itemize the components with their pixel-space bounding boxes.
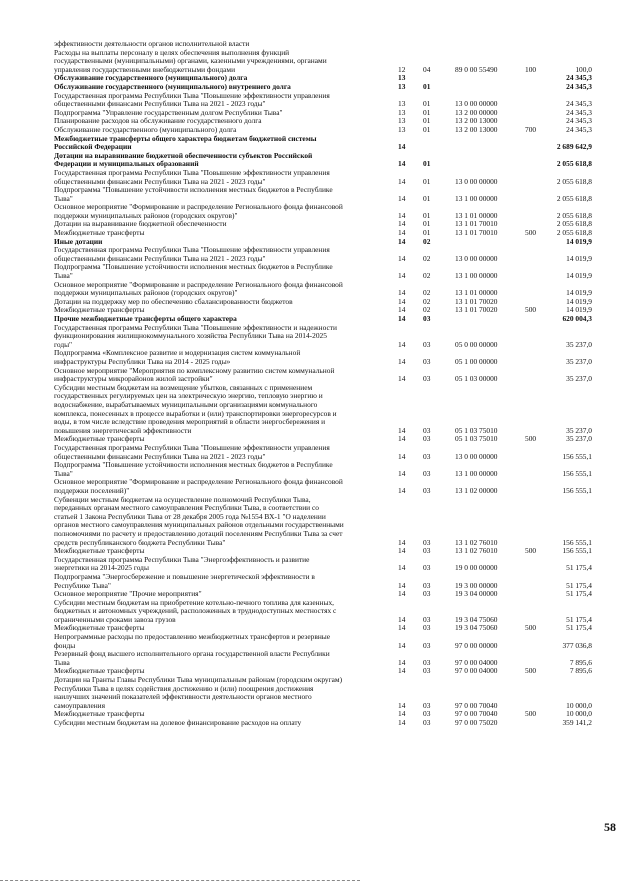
table-row bbox=[0, 650, 640, 667]
row-podrazdel: 01 bbox=[423, 107, 431, 117]
table-row bbox=[0, 203, 640, 220]
row-razdel: 14 bbox=[398, 142, 406, 152]
row-podrazdel: 04 bbox=[423, 64, 431, 74]
row-razdel: 14 bbox=[398, 666, 406, 676]
row-name: Межбюджетные трансферты bbox=[54, 666, 145, 676]
bottom-dashed-rule bbox=[0, 880, 360, 881]
row-razdel: 14 bbox=[398, 219, 406, 229]
row-target-article: 13 1 01 00000 bbox=[455, 210, 498, 220]
table-row bbox=[0, 367, 640, 384]
row-podrazdel: 03 bbox=[423, 468, 431, 478]
row-podrazdel: 01 bbox=[423, 219, 431, 229]
row-target-article: 13 1 02 00000 bbox=[455, 485, 498, 495]
row-razdel: 14 bbox=[398, 176, 406, 186]
row-target-article: 05 1 03 75010 bbox=[455, 425, 498, 435]
row-target-article: 13 0 00 00000 bbox=[455, 451, 498, 461]
row-target-article: 19 3 04 75060 bbox=[455, 614, 498, 624]
row-razdel: 14 bbox=[398, 485, 406, 495]
row-name: Межбюджетные трансферты bbox=[54, 305, 145, 315]
row-target-article: 97 0 00 75020 bbox=[455, 718, 498, 728]
row-target-article: 13 1 01 70010 bbox=[455, 228, 498, 238]
row-expense-type: 500 bbox=[525, 228, 537, 238]
row-podrazdel: 02 bbox=[423, 296, 431, 306]
row-target-article: 13 2 00 13000 bbox=[455, 124, 498, 134]
row-podrazdel: 01 bbox=[423, 159, 431, 169]
row-name: Обслуживание государственного (муниципального) долга bbox=[54, 73, 248, 83]
row-target-article: 13 1 01 00000 bbox=[455, 288, 498, 298]
row-podrazdel: 03 bbox=[423, 614, 431, 624]
row-podrazdel: 03 bbox=[423, 718, 431, 728]
row-amount: 51 175,4 bbox=[566, 614, 592, 624]
table-row bbox=[0, 633, 640, 650]
row-name: Обслуживание государственного (муниципального) долга bbox=[54, 124, 237, 134]
row-razdel: 13 bbox=[398, 124, 406, 134]
row-name: Государственная программа Республики Тыва "Энергоэффективность и развитие энергетики на 2014-2025 годы bbox=[54, 554, 310, 573]
row-name: Государственная программа Республики Тыва "Повышение эффективности управления общественными финансами Республики Тыва на 2021 - 2023 годы" bbox=[54, 167, 330, 186]
row-podrazdel: 03 bbox=[423, 485, 431, 495]
row-podrazdel: 02 bbox=[423, 236, 431, 246]
row-amount: 156 555,1 bbox=[562, 537, 592, 547]
table-row bbox=[0, 92, 640, 109]
table-row bbox=[0, 324, 640, 350]
row-amount: 620 004,3 bbox=[562, 314, 592, 324]
row-razdel: 14 bbox=[398, 425, 406, 435]
row-expense-type: 500 bbox=[525, 305, 537, 315]
table-row bbox=[0, 573, 640, 590]
row-expense-type: 500 bbox=[525, 434, 537, 444]
row-razdel: 14 bbox=[398, 640, 406, 650]
row-target-article: 13 2 00 00000 bbox=[455, 107, 498, 117]
row-razdel: 14 bbox=[398, 700, 406, 710]
row-razdel: 14 bbox=[398, 468, 406, 478]
table-row bbox=[0, 246, 640, 263]
row-razdel: 14 bbox=[398, 296, 406, 306]
row-podrazdel: 03 bbox=[423, 537, 431, 547]
row-name: эффективности деятельности органов исполнительной власти Расходы на выплаты персоналу в целях обеспечения выполнения функций государственными (муниципальными) органами, казенными учреждениями, органами управления государственными внебюджетными фондами bbox=[54, 39, 327, 74]
row-podrazdel: 03 bbox=[423, 657, 431, 667]
table-row bbox=[0, 384, 640, 436]
row-razdel: 14 bbox=[398, 623, 406, 633]
row-razdel: 13 bbox=[398, 81, 406, 91]
row-target-article: 19 3 04 00000 bbox=[455, 589, 498, 599]
row-amount: 2 055 618,8 bbox=[556, 159, 592, 169]
row-expense-type: 500 bbox=[525, 709, 537, 719]
row-razdel: 14 bbox=[398, 236, 406, 246]
row-podrazdel: 03 bbox=[423, 640, 431, 650]
row-podrazdel: 03 bbox=[423, 425, 431, 435]
row-name: Межбюджетные трансферты bbox=[54, 623, 145, 633]
row-razdel: 13 bbox=[398, 107, 406, 117]
row-amount: 35 237,0 bbox=[566, 374, 592, 384]
row-razdel: 14 bbox=[398, 434, 406, 444]
table-row bbox=[0, 461, 640, 478]
row-amount: 2 055 618,8 bbox=[556, 228, 592, 238]
row-podrazdel: 02 bbox=[423, 305, 431, 315]
row-expense-type: 500 bbox=[525, 666, 537, 676]
table-row bbox=[0, 444, 640, 461]
row-name: Дотации на Гранты Главы Республики Тыва муниципальным районам (городским округам) Республики Тыва в целях содействия достижению и (или) поощрения достижения наилучших значений показателей эффективности деятельности органов местного самоуправления bbox=[54, 675, 343, 710]
row-razdel: 13 bbox=[398, 73, 406, 83]
row-podrazdel: 03 bbox=[423, 339, 431, 349]
row-razdel: 14 bbox=[398, 288, 406, 298]
row-target-article: 13 2 00 13000 bbox=[455, 116, 498, 126]
row-razdel: 14 bbox=[398, 657, 406, 667]
table-row bbox=[0, 263, 640, 280]
row-podrazdel: 03 bbox=[423, 434, 431, 444]
row-podrazdel: 02 bbox=[423, 288, 431, 298]
row-razdel: 14 bbox=[398, 339, 406, 349]
row-name: Подпрограмма "Повышение устойчивости исполнения местных бюджетов в Республике Тыва" bbox=[54, 460, 333, 478]
row-amount: 2 055 618,8 bbox=[556, 176, 592, 186]
row-amount: 14 019,9 bbox=[566, 296, 592, 306]
row-amount: 156 555,1 bbox=[562, 485, 592, 495]
row-name: Подпрограмма «Комплексное развитие и модернизация систем коммунальной инфраструктуры Республики Тыва на 2014 - 2025 годы» bbox=[54, 348, 301, 366]
row-razdel: 13 bbox=[398, 99, 406, 109]
row-name: Субсидии местным бюджетам на возмещение убытков, связанных с применением государственных регулируемых цен на электрическую энергию, тепловую энергию и водоснабжение, вырабатываемых муниципальными организациями коммунального комплекса, понесенных в процессе выработки и (или) транспортировки энергоресурсов и воды, в том числе вследствие проведения мероприятий в области энергосбережения и повышения энергетической эффективности bbox=[54, 382, 337, 435]
row-target-article: 19 3 04 75060 bbox=[455, 623, 498, 633]
row-target-article: 05 0 00 00000 bbox=[455, 339, 498, 349]
row-podrazdel: 03 bbox=[423, 374, 431, 384]
table-row bbox=[0, 556, 640, 573]
row-name: Государственная программа Республики Тыва "Повышение эффективности управления общественными финансами Республики Тыва на 2021 - 2023 годы" bbox=[54, 90, 330, 109]
row-razdel: 14 bbox=[398, 537, 406, 547]
row-name: Субсидии местным бюджетам на приобретение котельно-печного топлива для казенных, бюджетных и автономных учреждений, расположенных в труднодоступных местностях с ограниченными сроками завоза грузов bbox=[54, 597, 337, 624]
table-row bbox=[0, 186, 640, 203]
row-target-article: 97 0 00 70040 bbox=[455, 700, 498, 710]
row-podrazdel: 01 bbox=[423, 81, 431, 91]
row-razdel: 14 bbox=[398, 228, 406, 238]
table-row bbox=[0, 478, 640, 495]
row-name: Основное мероприятие "Формирование и распределение Регионального фонда финансовой поддержки поселений)" bbox=[54, 477, 343, 495]
row-razdel: 14 bbox=[398, 305, 406, 315]
row-amount: 51 175,4 bbox=[566, 589, 592, 599]
row-name: Межбюджетные трансферты bbox=[54, 546, 145, 556]
row-target-article: 19 3 00 00000 bbox=[455, 580, 498, 590]
row-name: Иные дотации bbox=[54, 236, 103, 246]
row-target-article: 13 1 00 00000 bbox=[455, 271, 498, 281]
row-podrazdel: 03 bbox=[423, 700, 431, 710]
row-target-article: 13 1 02 76010 bbox=[455, 537, 498, 547]
row-target-article: 13 1 01 70020 bbox=[455, 305, 498, 315]
row-target-article: 97 0 00 70040 bbox=[455, 709, 498, 719]
row-amount: 2 055 618,8 bbox=[556, 193, 592, 203]
row-razdel: 13 bbox=[398, 116, 406, 126]
row-amount: 24 345,3 bbox=[566, 99, 592, 109]
row-podrazdel: 03 bbox=[423, 623, 431, 633]
row-razdel: 14 bbox=[398, 314, 406, 324]
row-target-article: 13 1 02 76010 bbox=[455, 546, 498, 556]
row-name: Обслуживание государственного (муниципального) внутреннего долга bbox=[54, 81, 291, 91]
row-name: Основное мероприятие "Прочие мероприятия" bbox=[54, 589, 202, 599]
row-target-article: 05 1 03 00000 bbox=[455, 374, 498, 384]
row-amount: 14 019,9 bbox=[566, 288, 592, 298]
table-row bbox=[0, 281, 640, 298]
row-amount: 35 237,0 bbox=[566, 425, 592, 435]
row-name: Подпрограмма "Повышение устойчивости исполнения местных бюджетов в Республике Тыва" bbox=[54, 262, 333, 281]
row-name: Дотации на выравнивание бюджетной обеспеченности bbox=[54, 219, 227, 229]
row-name: Государственная программа Республики Тыва "Повышение эффективности управления общественными финансами Республики Тыва на 2021 - 2023 годы" bbox=[54, 245, 330, 263]
row-podrazdel: 03 bbox=[423, 314, 431, 324]
row-target-article: 05 1 03 75010 bbox=[455, 434, 498, 444]
row-expense-type: 500 bbox=[525, 546, 537, 556]
row-amount: 156 555,1 bbox=[562, 451, 592, 461]
row-name: Непрограммные расходы по предоставлению межбюджетных трансфертов и резервные фонды bbox=[54, 632, 331, 650]
row-podrazdel: 03 bbox=[423, 589, 431, 599]
row-podrazdel: 02 bbox=[423, 253, 431, 263]
row-podrazdel: 01 bbox=[423, 210, 431, 220]
row-podrazdel: 03 bbox=[423, 666, 431, 676]
row-name: Межбюджетные трансферты общего характера бюджетам бюджетной системы Российской Федерации bbox=[54, 133, 317, 152]
row-podrazdel: 01 bbox=[423, 176, 431, 186]
row-name: Государственная программа Республики Тыва "Повышение эффективности и надежности функционирования жилищнокоммунального хозяйства Республики Тыва на 2014-2025 годы" bbox=[54, 322, 337, 349]
row-target-article: 13 1 01 70020 bbox=[455, 296, 498, 306]
row-podrazdel: 03 bbox=[423, 357, 431, 366]
row-amount: 14 019,9 bbox=[566, 236, 592, 246]
row-name: Межбюджетные трансферты bbox=[54, 228, 145, 238]
row-podrazdel: 03 bbox=[423, 451, 431, 461]
row-amount: 35 237,0 bbox=[566, 357, 592, 366]
row-target-article: 13 0 00 00000 bbox=[455, 253, 498, 263]
row-razdel: 14 bbox=[398, 580, 406, 590]
row-razdel: 12 bbox=[398, 64, 406, 74]
row-podrazdel: 03 bbox=[423, 709, 431, 719]
row-target-article: 13 1 01 70010 bbox=[455, 219, 498, 229]
row-amount: 10 000,0 bbox=[566, 709, 592, 719]
row-amount: 156 555,1 bbox=[562, 546, 592, 556]
table-row bbox=[0, 676, 640, 710]
row-razdel: 14 bbox=[398, 357, 406, 366]
row-target-article: 13 1 00 00000 bbox=[455, 193, 498, 203]
row-amount: 2 055 618,8 bbox=[556, 219, 592, 229]
row-podrazdel: 02 bbox=[423, 271, 431, 281]
row-target-article: 13 0 00 00000 bbox=[455, 99, 498, 109]
row-podrazdel: 03 bbox=[423, 546, 431, 556]
row-name: Подпрограмма "Повышение устойчивости исполнения местных бюджетов в Республике Тыва" bbox=[54, 185, 333, 203]
budget-table bbox=[0, 40, 640, 728]
row-razdel: 14 bbox=[398, 718, 406, 728]
row-razdel: 14 bbox=[398, 709, 406, 719]
row-target-article: 89 0 00 55490 bbox=[455, 64, 498, 74]
row-razdel: 14 bbox=[398, 210, 406, 220]
row-razdel: 14 bbox=[398, 451, 406, 461]
row-razdel: 14 bbox=[398, 193, 406, 203]
row-name: Субвенции местным бюджетам на осуществление полномочий Республики Тыва, переданных органам местного самоуправления Республики Тыва, в соответствии со статьей 1 Закона Республики Тыва от 28 декабря 2005 года №1554 ВХ-1 "О наделении органов местного самоуправления муниципальных районов отдельными государственными полномочиями по расчету и предоставлению дотаций поселениям Республики Тыва за счет средств республиканского бюджета Республики Тыва" bbox=[54, 494, 344, 547]
row-amount: 2 055 618,8 bbox=[556, 210, 592, 220]
row-name: Резервный фонд высшего исполнительного органа государственной власти Республики Тыва bbox=[54, 649, 330, 667]
row-amount: 51 175,4 bbox=[566, 623, 592, 633]
row-podrazdel: 01 bbox=[423, 99, 431, 109]
row-name: Подпрограмма "Управление государственным долгом Республики Тыва" bbox=[54, 107, 283, 117]
row-name: Межбюджетные трансферты bbox=[54, 709, 145, 719]
row-podrazdel: 03 bbox=[423, 580, 431, 590]
row-target-article: 05 1 00 00000 bbox=[455, 357, 498, 366]
row-amount: 35 237,0 bbox=[566, 434, 592, 444]
row-expense-type: 700 bbox=[525, 124, 537, 134]
row-podrazdel: 03 bbox=[423, 563, 431, 573]
row-razdel: 14 bbox=[398, 374, 406, 384]
table-row bbox=[0, 169, 640, 186]
table-row bbox=[0, 349, 640, 366]
row-amount: 24 345,3 bbox=[566, 81, 592, 91]
row-name: Дотации на выравнивание бюджетной обеспеченности субъектов Российской Федерации и муниципальных образований bbox=[54, 150, 313, 169]
row-razdel: 14 bbox=[398, 271, 406, 281]
row-target-article: 13 0 00 00000 bbox=[455, 176, 498, 186]
row-name: Основное мероприятие "Мероприятия по комплексному развитию систем коммунальной инфраструктуры микрорайонов жилой застройки" bbox=[54, 365, 335, 384]
row-amount: 14 019,9 bbox=[566, 253, 592, 263]
row-name: Субсидии местным бюджетам на долевое финансирование расходов на оплату bbox=[54, 718, 302, 728]
row-razdel: 14 bbox=[398, 159, 406, 169]
row-amount: 156 555,1 bbox=[562, 468, 592, 478]
row-amount: 24 345,3 bbox=[566, 116, 592, 126]
row-amount: 51 175,4 bbox=[566, 580, 592, 590]
row-expense-type: 100 bbox=[525, 64, 537, 74]
row-podrazdel: 01 bbox=[423, 193, 431, 203]
row-amount: 100,0 bbox=[575, 64, 592, 74]
row-razdel: 14 bbox=[398, 589, 406, 599]
row-name: Межбюджетные трансферты bbox=[54, 434, 145, 444]
table-row bbox=[0, 40, 640, 74]
row-amount: 7 895,6 bbox=[569, 657, 592, 667]
row-amount: 377 036,8 bbox=[562, 640, 592, 650]
row-name: Подпрограмма "Энергосбережение и повышение энергетической эффективности в Республике Тыва" bbox=[54, 571, 315, 590]
table-row bbox=[0, 152, 640, 169]
row-target-article: 97 0 00 04000 bbox=[455, 666, 498, 676]
row-expense-type: 500 bbox=[525, 623, 537, 633]
table-row bbox=[0, 496, 640, 548]
row-target-article: 97 0 00 04000 bbox=[455, 657, 498, 667]
row-amount: 14 019,9 bbox=[566, 305, 592, 315]
row-name: Основное мероприятие "Формирование и распределение Регионального фонда финансовой поддержки муниципальных районов (городских округов)" bbox=[54, 279, 343, 298]
row-amount: 359 141,2 bbox=[562, 718, 592, 728]
row-amount: 24 345,3 bbox=[566, 124, 592, 134]
row-name: Дотации на поддержку мер по обеспечению сбалансированности бюджетов bbox=[54, 296, 293, 306]
row-target-article: 13 1 00 00000 bbox=[455, 468, 498, 478]
row-razdel: 14 bbox=[398, 546, 406, 556]
row-name: Планирование расходов на обслуживание государственного долга bbox=[54, 116, 262, 126]
row-amount: 10 000,0 bbox=[566, 700, 592, 710]
row-name: Прочие межбюджетные трансферты общего характера bbox=[54, 314, 237, 324]
row-amount: 2 689 642,9 bbox=[556, 142, 592, 152]
row-podrazdel: 01 bbox=[423, 124, 431, 134]
table-row bbox=[0, 135, 640, 152]
row-target-article: 19 0 00 00000 bbox=[455, 563, 498, 573]
row-amount: 14 019,9 bbox=[566, 271, 592, 281]
table-row bbox=[0, 719, 640, 728]
row-razdel: 14 bbox=[398, 253, 406, 263]
row-target-article: 97 0 00 00000 bbox=[455, 640, 498, 650]
row-razdel: 14 bbox=[398, 563, 406, 573]
table-row bbox=[0, 599, 640, 625]
row-podrazdel: 01 bbox=[423, 116, 431, 126]
page-number: 58 bbox=[604, 820, 616, 834]
row-amount: 24 345,3 bbox=[566, 73, 592, 83]
row-amount: 35 237,0 bbox=[566, 339, 592, 349]
row-name: Государственная программа Республики Тыва "Повышение эффективности управления общественными финансами Республики Тыва на 2021 - 2023 годы" bbox=[54, 442, 330, 461]
row-amount: 51 175,4 bbox=[566, 563, 592, 573]
row-amount: 24 345,3 bbox=[566, 107, 592, 117]
row-podrazdel: 01 bbox=[423, 228, 431, 238]
row-amount: 7 895,6 bbox=[569, 666, 592, 676]
row-razdel: 14 bbox=[398, 614, 406, 624]
row-name: Основное мероприятие "Формирование и распределение Регионального фонда финансовой поддержки муниципальных районов (городских округов)" bbox=[54, 202, 343, 220]
